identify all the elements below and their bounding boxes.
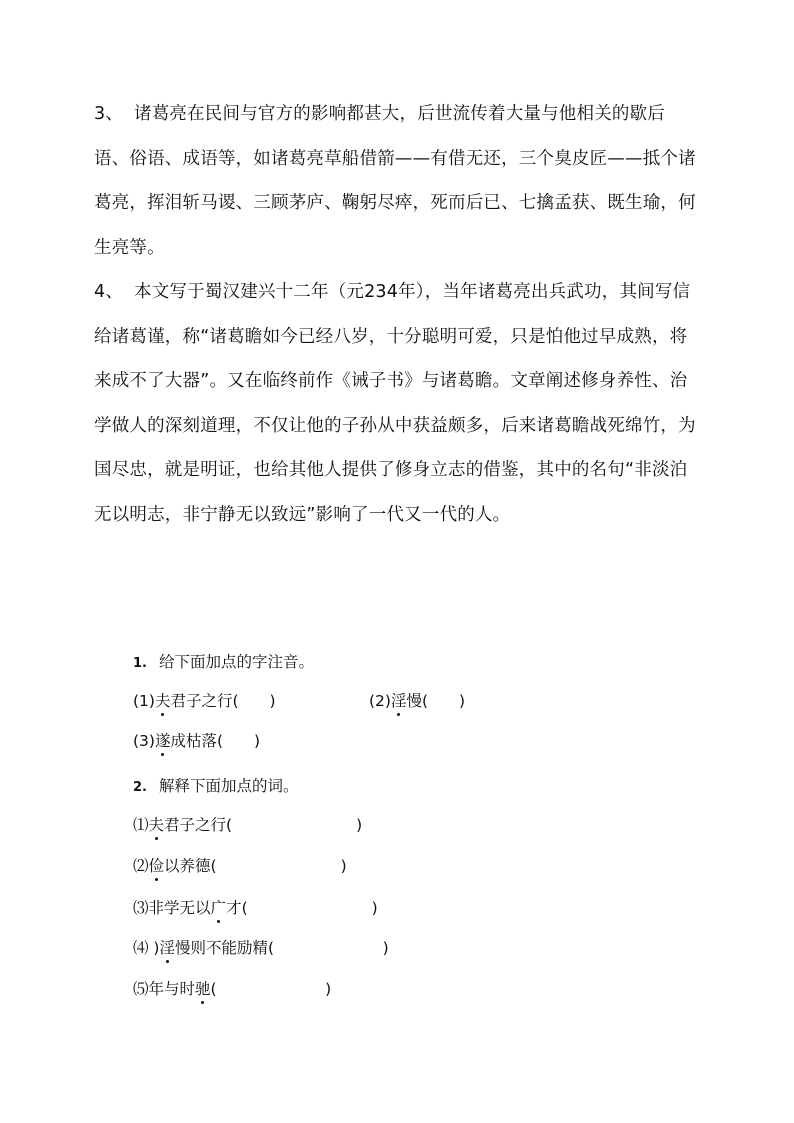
question-2-item-2 (133, 856, 347, 876)
item-text: 慢 (406, 692, 422, 710)
answer-blank[interactable]: ( ) (210, 857, 347, 875)
answer-blank[interactable]: ( ) (422, 692, 466, 710)
dotted-char: 俭 (148, 857, 165, 875)
answer-blank[interactable]: ( ) (241, 899, 378, 917)
item-label: ⑸ (133, 980, 149, 998)
question-2-item-1 (133, 815, 362, 835)
dotted-char: 广 (210, 899, 227, 917)
note-3 (94, 92, 700, 270)
item-text: 非学无以 (148, 899, 211, 917)
question-1-item-2 (369, 691, 465, 711)
question-2-number: 2. (133, 780, 147, 795)
note-4-text: 本文写于蜀汉建兴十二年（元234年），当年诸葛亮出兵武功，其间写信给诸葛谨，称“诸葛瞻如今已经八岁，十分聪明可爱，只是怕他过早成熟，将来成不了大器”。又在临终前作《诫子书》与诸葛瞻。文章阐述修身养性、治学做人的深刻道理，不仅让他的子孙从中获益颇多，后来诸葛瞻战死绵竹，为国尽忠，就是明证，也给其他人提供了修身立志的借鉴，其中的名句“非淡泊无以明志，非宁静无以致远”影响了一代又一代的人。 (94, 282, 696, 525)
dotted-char: 夫 (154, 692, 171, 710)
answer-blank[interactable]: ( ) (217, 732, 261, 750)
item-label: ⑴ (133, 816, 149, 834)
dotted-char: 驰 (195, 980, 211, 998)
question-1-item-3 (133, 731, 260, 751)
item-label: (1) (133, 692, 155, 710)
question-2-title (133, 776, 299, 798)
answer-blank[interactable]: ( ) (210, 980, 332, 998)
answer-blank[interactable]: ( ) (226, 816, 363, 834)
question-1-title (133, 652, 314, 674)
item-label: ⑶ (133, 899, 149, 917)
question-2-item-3 (133, 898, 378, 918)
answer-blank[interactable]: ( ) (268, 939, 389, 957)
item-label: ⑵ (133, 857, 149, 875)
note-3-text: 诸葛亮在民间与官方的影响都甚大，后世流传着大量与他相关的歇后语、俗语、成语等，如诸葛亮草船借箭——有借无还，三个臭皮匠——抵个诸葛亮，挥泪斩马谡、三顾茅庐、鞠躬尽瘁，死而后已、七擒孟获、既生瑜，何生亮等。 (94, 104, 696, 258)
dotted-char: 淫 (159, 939, 175, 957)
item-text: 成枯落 (170, 732, 217, 750)
item-label: (3) (133, 732, 155, 750)
item-text: 以养德 (164, 857, 211, 875)
dotted-char: 遂 (154, 732, 171, 750)
question-2-text: 解释下面加点的词。 (159, 777, 299, 795)
note-3-number: 3、 (94, 104, 124, 124)
item-label: (2) (369, 692, 391, 710)
item-text: 君子之行 (170, 692, 233, 710)
question-1-text: 给下面加点的字注音。 (159, 653, 315, 671)
item-text: 才 (226, 899, 242, 917)
question-2-item-5 (133, 979, 331, 999)
item-text: 慢则不能励精 (175, 939, 269, 957)
question-1-item-1 (133, 691, 276, 711)
dotted-char: 夫 (148, 816, 165, 834)
note-4-number: 4、 (94, 282, 124, 302)
item-label: ⑷ ) (133, 939, 160, 957)
question-2-item-4 (133, 938, 389, 958)
dotted-char: 淫 (390, 692, 407, 710)
note-4 (94, 270, 700, 538)
question-1-number: 1. (133, 656, 147, 671)
item-text: 年与时 (148, 980, 196, 998)
item-text: 君子之行 (164, 816, 227, 834)
answer-blank[interactable]: ( ) (232, 692, 276, 710)
